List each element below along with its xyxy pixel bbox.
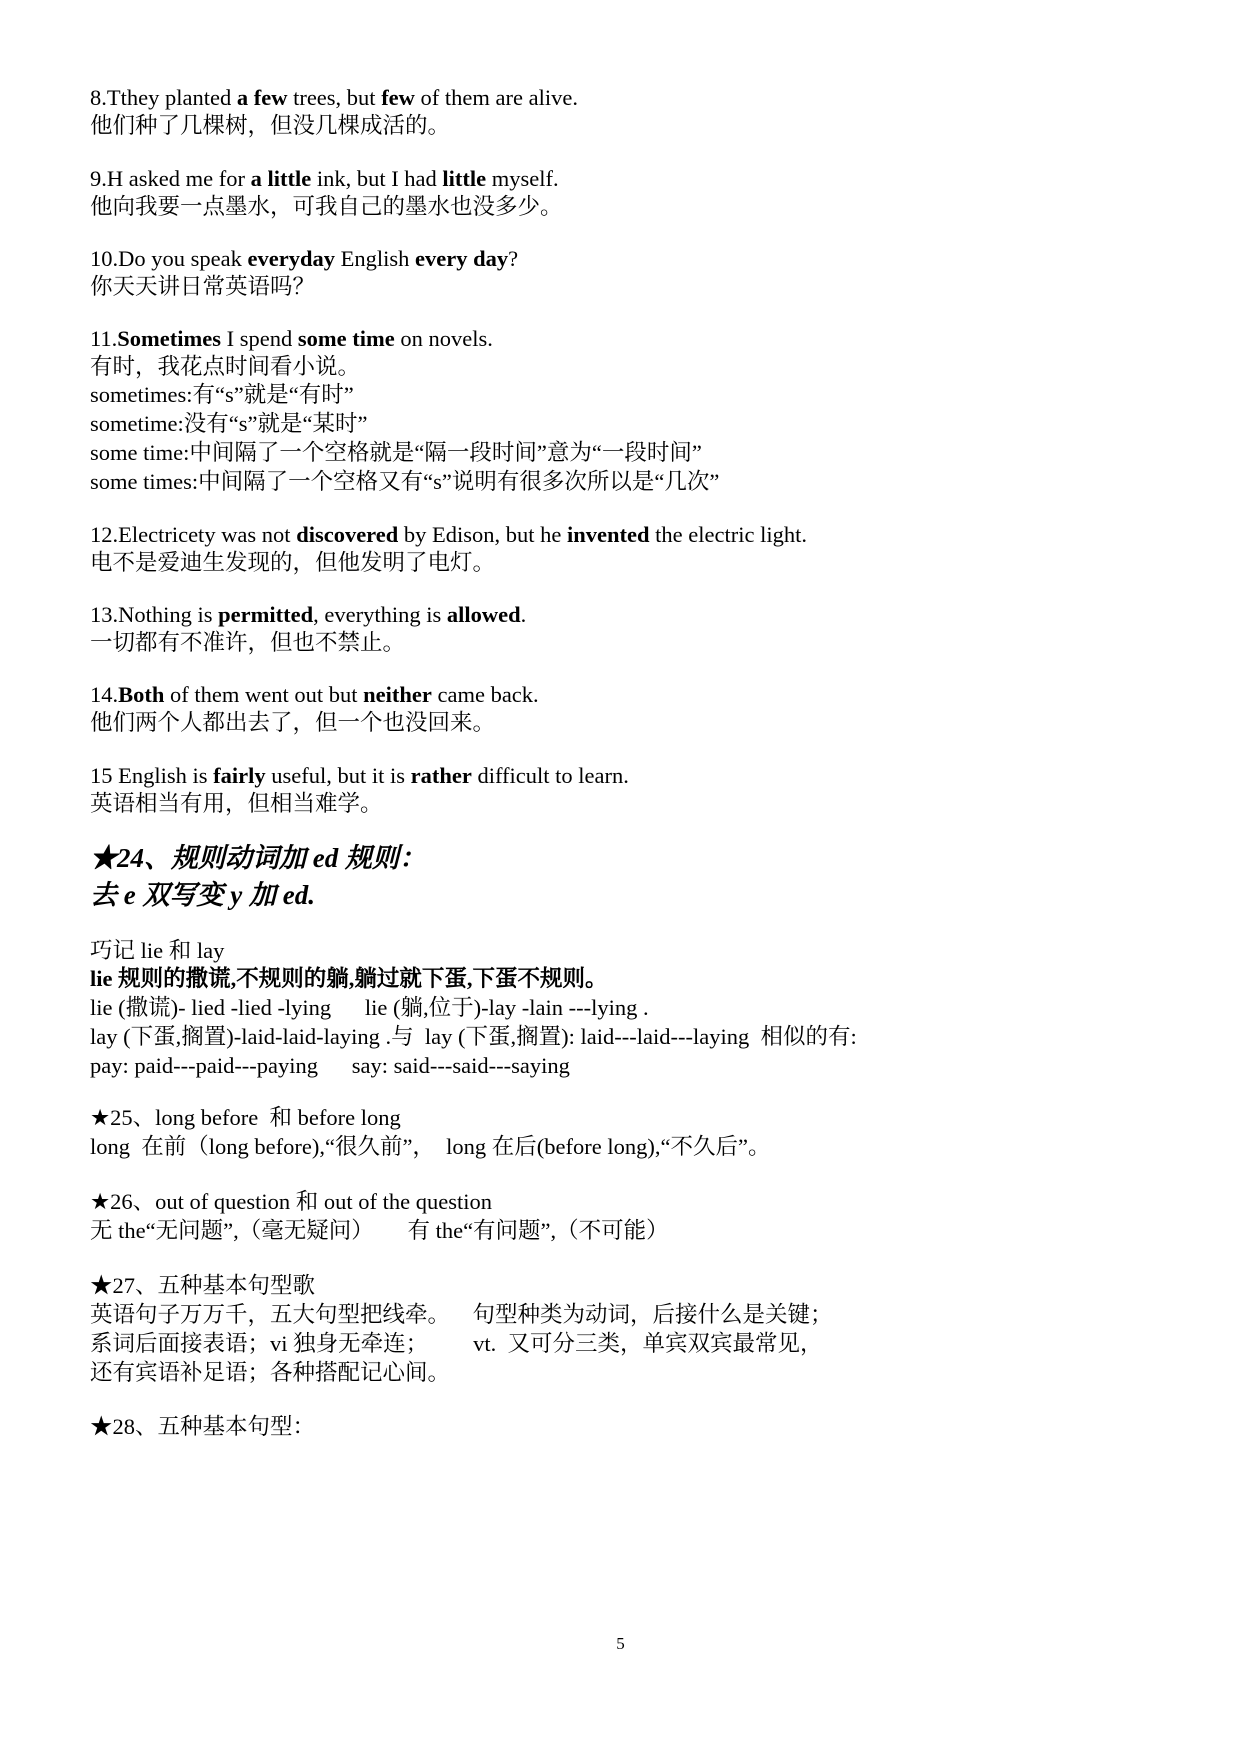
section-24-line-4: lay (下蛋,搁置)-laid-laid-laying .与 lay (下蛋,搁置): laid---laid---laying 相似的有: — [90, 1024, 857, 1049]
sentence-8-en: 8.Tthey planted a few trees, but few of them are alive. — [90, 85, 578, 110]
note-some-times: some times:中间隔了一个空格又有“s”说明有很多次所以是“几次” — [90, 469, 720, 494]
sentence-15-en: 15 English is fairly useful, but it is rather difficult to learn. — [90, 763, 629, 788]
note-some-time: some time:中间隔了一个空格就是“隔一段时间”意为“一段时间” — [90, 440, 702, 465]
sentence-11-zh: 有时，我花点时间看小说。 — [90, 354, 361, 379]
sentence-8-zh: 他们种了几棵树，但没几棵成活的。 — [90, 113, 451, 138]
section-24-line-5: pay: paid---paid---paying say: said---said---saying — [90, 1053, 570, 1078]
sentence-13-en: 13.Nothing is permitted, everything is allowed. — [90, 602, 527, 627]
section-24-subheading: 去 e 双写变 y 加 ed. — [90, 880, 315, 910]
sentence-13-zh: 一切都有不准许，但也不禁止。 — [90, 630, 406, 655]
note-sometime: sometime:没有“s”就是“某时” — [90, 411, 368, 436]
sentence-15-zh: 英语相当有用，但相当难学。 — [90, 791, 383, 816]
sentence-9-en: 9.H asked me for a little ink, but I had little myself. — [90, 166, 559, 191]
section-28-heading: ★28、五种基本句型： — [90, 1414, 316, 1439]
sentence-12-zh: 电不是爱迪生发现的，但他发明了电灯。 — [90, 550, 496, 575]
page-number: 5 — [616, 1634, 625, 1653]
note-sometimes: sometimes:有“s”就是“有时” — [90, 382, 354, 407]
sentence-14-en: 14.Both of them went out but neither came back. — [90, 682, 539, 707]
section-27-line-3: 还有宾语补足语；各种搭配记心间。 — [90, 1360, 451, 1385]
sentence-10-en: 10.Do you speak everyday English every day? — [90, 246, 519, 271]
section-24-line-3: lie (撒谎)- lied -lied -lying lie (躺,位于)-lay -lain ---lying . — [90, 995, 649, 1020]
section-26-heading: ★26、out of question 和 out of the question — [90, 1189, 493, 1214]
section-24-line-1: 巧记 lie 和 lay — [90, 938, 225, 963]
sentence-12-en: 12.Electricety was not discovered by Edison, but he invented the electric light. — [90, 522, 807, 547]
sentence-10-zh: 你天天讲日常英语吗？ — [90, 274, 316, 299]
section-25-line-1: long 在前（long before),“很久前”， long 在后(before long),“不久后”。 — [90, 1134, 771, 1159]
sentence-9-zh: 他向我要一点墨水，可我自己的墨水也没多少。 — [90, 194, 563, 219]
sentence-11-en: 11.Sometimes I spend some time on novels. — [90, 326, 493, 351]
section-27-line-2: 系词后面接表语；vi 独身无牵连； vt. 又可分三类，单宾双宾最常见， — [90, 1331, 823, 1356]
section-27-heading: ★27、五种基本句型歌 — [90, 1273, 316, 1298]
sentence-14-zh: 他们两个人都出去了，但一个也没回来。 — [90, 710, 496, 735]
section-24-line-2: lie 规则的撒谎,不规则的躺,躺过就下蛋,下蛋不规则。 — [90, 966, 608, 991]
section-27-line-1: 英语句子万万千，五大句型把线牵。 句型种类为动词，后接什么是关键； — [90, 1302, 833, 1327]
section-25-heading: ★25、long before 和 before long — [90, 1105, 401, 1130]
section-26-line-1: 无 the“无问题”,（毫无疑问） 有 the“有问题”,（不可能） — [90, 1218, 669, 1243]
section-24-heading: ★24、规则动词加 ed 规则： — [90, 843, 426, 873]
